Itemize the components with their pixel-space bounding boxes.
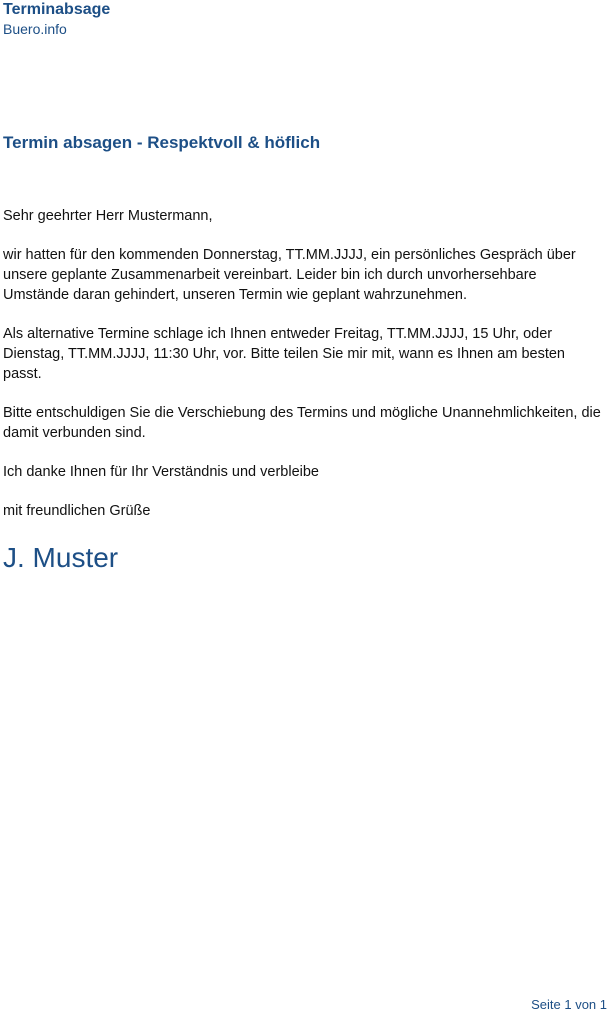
letter-closing: mit freundlichen Grüße — [3, 503, 151, 519]
letter-heading: Termin absagen - Respektvoll & höflich — [3, 133, 321, 152]
letter-paragraph: Als alternative Termine schlage ich Ihnen entweder Freitag, TT.MM.JJJJ, 15 Uhr, oder Dienstag, TT.MM.JJJJ, 11:30 Uhr, vor. Bitte teilen Sie mir mit, wann es Ihnen am besten passt. — [3, 326, 565, 382]
document-header — [3, 0, 110, 37]
letter-paragraph: Ich danke Ihnen für Ihr Verständnis und verbleibe — [3, 464, 319, 480]
document-source: Buero.info — [3, 21, 67, 37]
document-title: Terminabsage — [3, 1, 111, 18]
page-number: Seite 1 von 1 — [531, 997, 607, 1012]
letter-paragraph: wir hatten für den kommenden Donnerstag, TT.MM.JJJJ, ein persönliches Gespräch über unsere geplante Zusammenarbeit vereinbart. Leider bin ich durch unvorhersehbare Umstände daran gehindert, unseren Termin wie geplant wahrzunehmen. — [3, 247, 576, 303]
letter-body — [3, 206, 603, 540]
letter-paragraph: Bitte entschuldigen Sie die Verschiebung des Termins und mögliche Unannehmlichkeiten, die damit verbunden sind. — [3, 405, 601, 441]
letter-salutation: Sehr geehrter Herr Mustermann, — [3, 208, 213, 224]
letter-signature: J. Muster — [3, 542, 119, 573]
